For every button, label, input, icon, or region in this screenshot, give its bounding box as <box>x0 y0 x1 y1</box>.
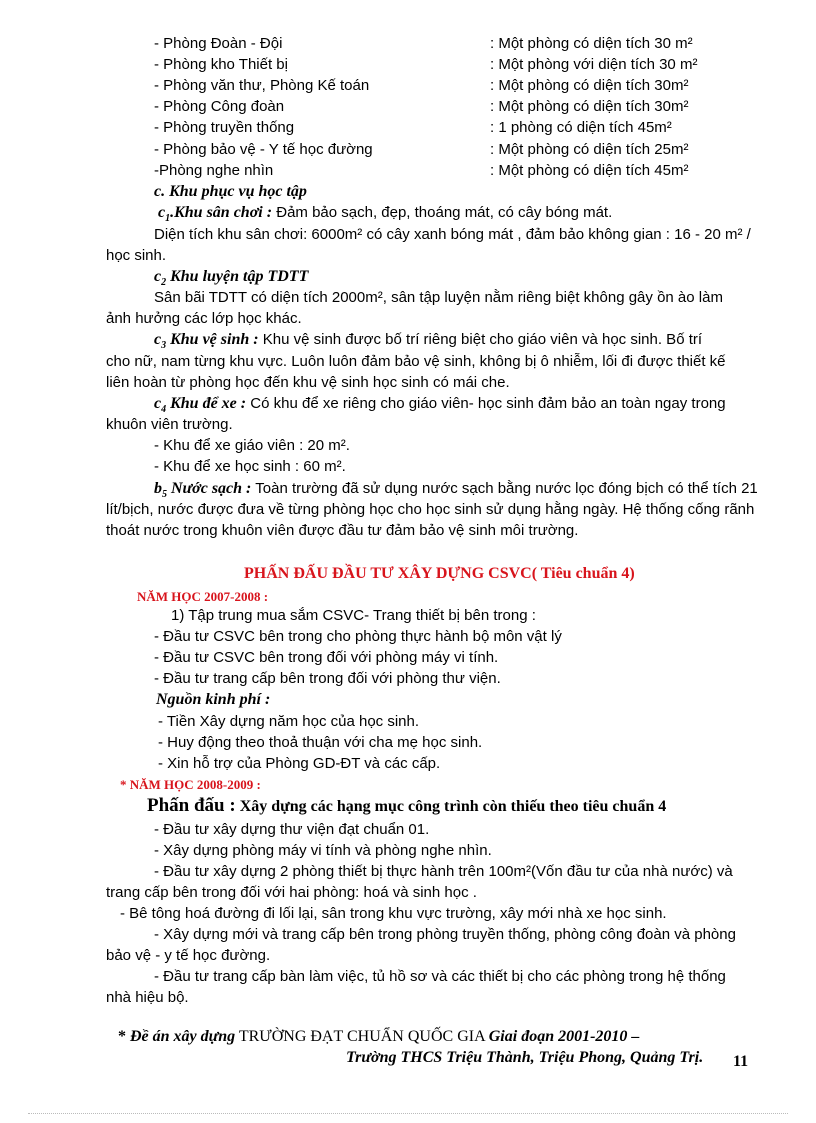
parking-teachers: - Khu để xe giáo viên : 20 m². <box>154 437 350 454</box>
room-name: - Phòng văn thư, Phòng Kế toán <box>154 77 370 94</box>
c3-text: Khu vệ sinh được bố trí riêng biệt cho giáo viên và học sinh. Bố trí <box>258 331 703 348</box>
room-name: - Phòng truyền thống <box>154 119 295 136</box>
b5-text: lít/bịch, nước được đưa về từng phòng học cho học sinh sử dụng hằng ngày. Hệ thống cống rãnh <box>106 501 755 518</box>
room-name: - Phòng kho Thiết bị <box>154 56 288 73</box>
fund-item: - Huy động theo thoả thuận với cha mẹ học sinh. <box>158 734 483 751</box>
fund-item: - Xin hỗ trợ của Phòng GD-ĐT và các cấp. <box>158 755 441 772</box>
room-desc: : Một phòng có diện tích 30 m² <box>490 35 693 52</box>
c1-label: .Khu sân chơi : <box>170 204 273 221</box>
c2-text: Sân bãi TDTT có diện tích 2000m², sân tập luyện nằm riêng biệt không gây ồn ào làm <box>154 289 723 306</box>
room-desc: : Một phòng có diện tích 30m² <box>490 77 689 94</box>
c3-text: liên hoàn từ phòng học đến khu vệ sinh học sinh có mái che. <box>106 374 510 391</box>
c2-text: ảnh hưởng các lớp học khác. <box>106 310 302 327</box>
goal-label: Phấn đấu : <box>147 795 236 816</box>
c1-marker: $c_1$ <box>158 204 171 225</box>
goal-text: Xây dựng các hạng mục công trình còn thiếu theo tiêu chuẩn 4 <box>235 798 667 815</box>
year-2008-label: * NĂM HỌC 2008-2009 : <box>120 777 261 792</box>
plan-item: - Đầu tư xây dựng thư viện đạt chuẩn 01. <box>154 821 430 838</box>
room-name: - Phòng Công đoàn <box>154 98 285 115</box>
c4-marker: $c_4$ <box>154 395 167 416</box>
fund-item: - Tiền Xây dựng năm học của học sinh. <box>158 713 420 730</box>
b5-text: Toàn trường đã sử dụng nước sạch bằng nước lọc đóng bịch có thể tích 21 <box>251 480 758 497</box>
footer-name: TRƯỜNG ĐẠT CHUẨN QUỐC GIA <box>235 1028 489 1045</box>
c4-paragraph <box>154 394 726 420</box>
room-desc: : Một phòng có diện tích 45m² <box>490 162 689 179</box>
room-desc: : Một phòng có diện tích 30m² <box>490 98 689 115</box>
plan-item: - Xây dựng phòng máy vi tính và phòng nghe nhìn. <box>154 842 492 859</box>
b5-label: Nước sạch : <box>167 480 252 497</box>
room-desc: : 1 phòng có diện tích 45m² <box>490 119 672 136</box>
page-number: 11 <box>733 1053 749 1070</box>
c1-area-line: học sinh. <box>106 247 167 264</box>
funds-label: Nguồn kinh phí : <box>156 691 271 708</box>
plan-item: - Đầu tư xây dựng 2 phòng thiết bị thực hành trên 100m²(Vốn đầu tư của nhà nước) và <box>154 863 733 880</box>
room-name: - Phòng bảo vệ - Y tế học đường <box>154 141 373 158</box>
plan-item: nhà hiệu bộ. <box>106 989 189 1006</box>
c4-text: Có khu để xe riêng cho giáo viên- học sinh đảm bảo an toàn ngay trong <box>246 395 726 412</box>
c3-marker: $c_3$ <box>154 331 167 352</box>
goal-line <box>147 796 666 817</box>
plan-item: trang cấp bên trong đối với hai phòng: hoá và sinh học . <box>106 884 477 901</box>
plan-item: - Đầu tư CSVC bên trong đối với phòng máy vi tính. <box>154 649 499 666</box>
c4-label: Khu để xe : <box>166 395 247 412</box>
plan-item: - Đầu tư CSVC bên trong cho phòng thực hành bộ môn vật lý <box>154 628 562 645</box>
section-heading: c. Khu phục vụ học tập <box>154 183 307 200</box>
c4-text: khuôn viên trường. <box>106 416 233 433</box>
page-bottom-divider <box>28 1113 788 1114</box>
c2-marker: $c_2$ <box>154 268 167 289</box>
footer-line <box>118 1027 639 1047</box>
c1-area-line: Diện tích khu sân chơi: 6000m² có cây xanh bóng mát , đảm bảo không gian : 16 - 20 m² / <box>154 226 751 243</box>
room-desc: : Một phòng có diện tích 25m² <box>490 141 689 158</box>
room-name: -Phòng nghe nhìn <box>154 162 274 179</box>
footer-school: Trường THCS Triệu Thành, Triệu Phong, Quảng Trị. <box>346 1049 704 1066</box>
room-desc: : Một phòng với diện tích 30 m² <box>490 56 698 73</box>
parking-students: - Khu để xe học sinh : 60 m². <box>154 458 346 475</box>
footer-period: Giai đoạn 2001-2010 – <box>488 1028 640 1045</box>
plan-item: bảo vệ - y tế học đường. <box>106 947 271 964</box>
c2-label: Khu luyện tập TDTT <box>166 268 309 285</box>
footer-prefix: Đề án xây dựng <box>130 1028 236 1045</box>
plan-item: - Đầu tư trang cấp bàn làm việc, tủ hồ sơ và các thiết bị cho các phòng trong hệ thống <box>154 968 726 985</box>
c3-label: Khu vệ sinh : <box>166 331 259 348</box>
c3-text: cho nữ, nam từng khu vực. Luôn luôn đảm bảo vệ sinh, không bị ô nhiễm, lối đi được thiết kế <box>106 353 726 370</box>
room-name: - Phòng Đoàn - Đội <box>154 35 283 52</box>
b5-text: thoát nước trong khuôn viên được đầu tư đảm bảo vệ sinh môi trường. <box>106 522 579 539</box>
plan-item: 1) Tập trung mua sắm CSVC- Trang thiết bị bên trong : <box>171 607 536 624</box>
plan-item: - Bê tông hoá đường đi lối lại, sân trong khu vực trường, xây mới nhà xe học sinh. <box>120 905 667 922</box>
c1-text: Đảm bảo sạch, đẹp, thoáng mát, có cây bóng mát. <box>272 204 613 221</box>
footer-star: * <box>118 1028 126 1045</box>
b5-marker: $b_5$ <box>154 480 167 501</box>
plan-title: PHẤN ĐẤU ĐẦU TƯ XÂY DỰNG CSVC( Tiêu chuẩn 4) <box>244 565 635 582</box>
plan-item: - Xây dựng mới và trang cấp bên trong phòng truyền thống, phòng công đoàn và phòng <box>154 926 736 943</box>
plan-item: - Đầu tư trang cấp bên trong đối với phòng thư viện. <box>154 670 501 687</box>
year-2007-label: NĂM HỌC 2007-2008 : <box>137 589 269 604</box>
